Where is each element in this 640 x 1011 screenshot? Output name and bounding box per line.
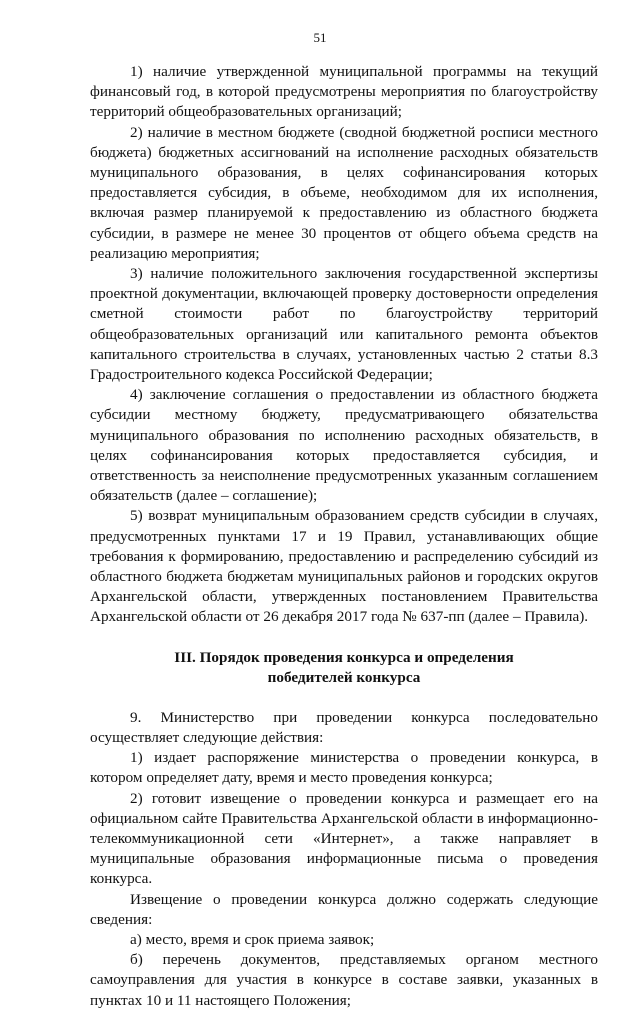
page-number: 51	[313, 30, 327, 45]
section-paragraph: а) место, время и срок приема заявок;	[130, 930, 375, 948]
section-heading-line: победителей конкурса	[267, 668, 421, 686]
document-body	[90, 62, 598, 1011]
section-paragraph: 2) готовит извещение о проведении конкурса и размещает его на официальном сайте Правительства Архангельской области в информационно-телекоммуникационной сети «Интернет», а также направляет в муниципальные образования информационные письма о проведения конкурса.	[90, 789, 598, 888]
list-item: 3) наличие положительного заключения государственной экспертизы проектной документации, включающей проверку достоверности определения сметной стоимости работ по благоустройству территорий общеобразовательных организаций или капитального ремонта объектов капитального строительства в случаях, установленных частью 2 статьи 8.3 Градостроительного кодекса Российской Федерации;	[90, 265, 598, 384]
list-item: 5) возврат муниципальным образованием средств субсидии в случаях, предусмотренных пунктами 17 и 19 Правил, устанавливающих общие требования к формированию, предоставлению и распределению субсидий из областного бюджета бюджетам муниципальных районов и городских округов Архангельской области, утвержденных постановлением Правительства Архангельской области от 26 декабря 2017 года № 637-пп (далее – Правила).	[90, 507, 598, 626]
section-paragraph: Извещение о проведении конкурса должно содержать следующие сведения:	[90, 890, 598, 928]
list-item: 1) наличие утвержденной муниципальной программы на текущий финансовый год, в которой предусмотрены мероприятия по благоустройству территорий общеобразовательных организаций;	[90, 63, 598, 121]
list-item: 2) наличие в местном бюджете (сводной бюджетной росписи местного бюджета) бюджетных ассигнований на исполнение расходных обязательств муниципального образования, в целях софинансирования которых предоставляется субсидия, в объеме, необходимом для их исполнения, включая размер планируемой к предоставлению из областного бюджета субсидии, в размере не менее 30 процентов от общего объема средств на реализацию мероприятия;	[90, 123, 598, 262]
section-paragraph: 1) издает распоряжение министерства о проведении конкурса, в котором определяет дату, время и место проведения конкурса;	[90, 749, 598, 787]
section-heading-line: III. Порядок проведения конкурса и определения	[174, 648, 514, 666]
section-heading	[90, 648, 598, 688]
list-item: 4) заключение соглашения о предоставлении из областного бюджета субсидии местному бюджету, предусматривающего обязательства муниципального образования по исполнению расходных обязательств, в целях софинансирования которых предоставляется субсидия, и ответственность за неисполнение предусмотренных указанным соглашением обязательств (далее – соглашение);	[90, 386, 598, 505]
spacer	[90, 628, 598, 648]
section-paragraph: 9. Министерство при проведении конкурса последовательно осуществляет следующие действия:	[90, 708, 598, 746]
section-paragraph: б) перечень документов, представляемых органом местного самоуправления для участия в конкурсе в составе заявки, указанных в пунктах 10 и 11 настоящего Положения;	[90, 951, 598, 1009]
spacer	[90, 688, 598, 708]
